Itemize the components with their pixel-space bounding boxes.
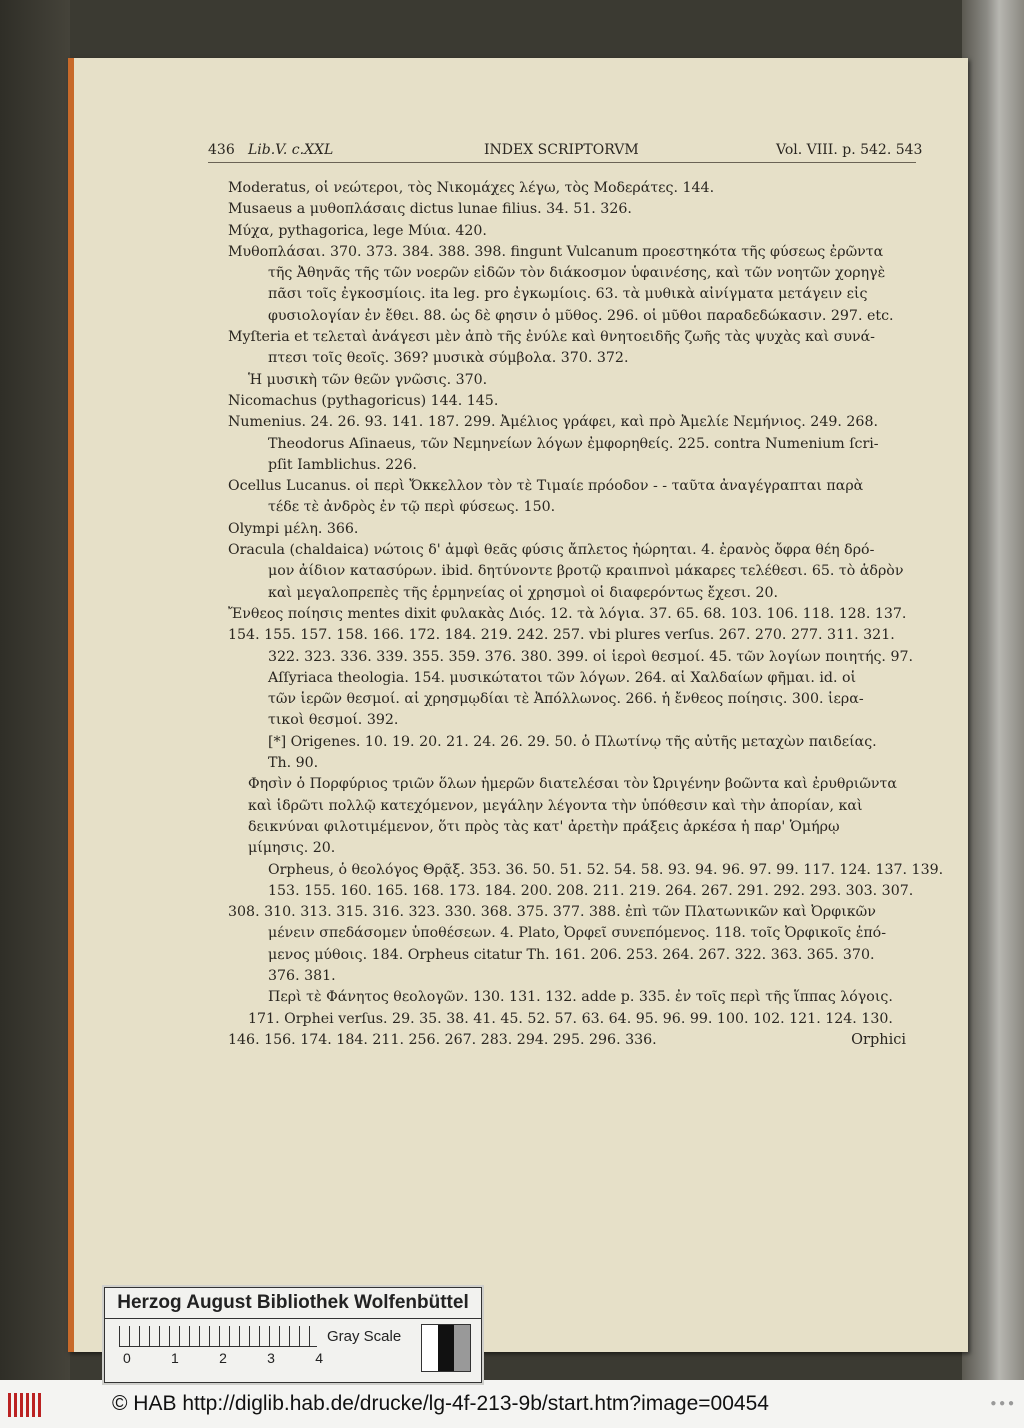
index-line: τέδε τὲ ἀνδρὸς ἐν τῷ περὶ φύσεως. 150. [268, 499, 556, 516]
hab-logo-icon [8, 1393, 44, 1417]
header-rule [208, 162, 916, 163]
index-line: μένειν σπεδάσομεν ὑποθέσεων. 4. Plato, Ὀρφεῖ συνεπόμενος. 118. τοῖς Ὀρφικοῖς ἑπό- [268, 925, 886, 942]
index-line: πτεσι τοῖς θεοῖς. 369? μυσικὰ σύμβολα. 370. 372. [268, 350, 629, 367]
scale-label: Gray Scale [327, 1328, 402, 1345]
index-line: Orpheus, ὁ θεολόγος Θρᾷξ. 353. 36. 50. 51. 52. 54. 58. 93. 94. 96. 97. 99. 117. 124. 137. 139. [268, 861, 944, 878]
tick-2: 2 [219, 1350, 227, 1366]
index-line: Musaeus a μυθοπλάσαις dictus lunae filius. 34. 51. 326. [228, 201, 632, 218]
index-line: 154. 155. 157. 158. 166. 172. 184. 219. 242. 257. vbi plures verſus. 267. 270. 277. 311. 321. [228, 627, 895, 644]
index-line: Numenius. 24. 26. 93. 141. 187. 299. Ἀμέλιος γράφει, καὶ πρὸ Ἀμελίε Νεμήνιος. 249. 268. [228, 414, 878, 431]
background-left [0, 0, 70, 1380]
index-line: Oracula (chaldaica) νώτοις δ' ἀμφὶ θεᾶς φύσις ἄπλετος ἠώρηται. 4. ἐρανὸς ὄφρα θέη δρό- [228, 542, 875, 559]
library-name: Herzog August Bibliothek Wolfenbüttel [105, 1288, 481, 1319]
index-line: μενος μύθοις. 184. Orpheus citatur Th. 161. 206. 253. 264. 267. 322. 363. 365. 370. [268, 946, 875, 963]
index-line: 308. 310. 313. 315. 316. 323. 330. 368. 375. 377. 388. ἐπὶ τῶν Πλατωνικῶν καὶ Ὀρφικῶν [228, 904, 876, 921]
index-text-block [228, 178, 944, 1051]
footer-dots-icon: ● ● ● [990, 1398, 1014, 1409]
tick-4: 4 [315, 1350, 323, 1366]
background-right-page-edge [962, 0, 1024, 1380]
index-line: καὶ μεγαλοπρεπὲς τῆς ἑρμηνείας οἱ χρησμοὶ οἱ διαφερόντως ἔχεσι. 20. [268, 584, 779, 601]
index-line: φυσιολογίαν ἐν ἔθει. 88. ὡς δὲ φησιν ὁ μῦθος. 296. οἱ μῦθοι παραδεδώκασιν. 297. etc. [268, 307, 894, 324]
index-line: 146. 156. 174. 184. 211. 256. 267. 283. 294. 295. 296. 336. [228, 1031, 657, 1048]
index-line: Περὶ τὲ Φάνητος θεολογῶν. 130. 131. 132. adde p. 335. ἐν τοῖς περὶ τῆς ἵππας λόγοις. [268, 989, 893, 1006]
catchword: Orphici [851, 1032, 906, 1048]
index-line: Moderatus, οἱ νεώτεροι, τὸς Νικομάχες λέγω, τὸς Μοδεράτες. 144. [228, 180, 715, 196]
tick-0: 0 [123, 1350, 131, 1366]
index-line: τῶν ἱερῶν θεσμοί. αἱ χρησμῳδίαι τὲ Ἀπόλλωνος. 266. ἡ ἔνθεος ποίησις. 300. ἱερα- [268, 691, 864, 708]
index-line: 322. 323. 336. 339. 355. 359. 376. 380. 399. οἱ ἱεροὶ θεσμοί. 45. τῶν λογίων ποιητής. 97. [268, 648, 914, 665]
index-line: Ἡ μυσικὴ τῶν θεῶν γνῶσις. 370. [248, 371, 488, 388]
index-line: Φησὶν ὁ Πορφύριος τριῶν ὅλων ἡμερῶν διατελέσαι τὸν Ὠριγένην βοῶντα καὶ ἐρυθριῶντα [248, 776, 897, 793]
running-head-right: Vol. VIII. p. 542. 543 [776, 142, 923, 158]
index-line: τῆς Ἀθηνᾶς τῆς τῶν νοερῶν εἰδῶν τὸν διάκοσμον ὑφαινέσης, καὶ τῶν νοητῶν χορηγὲ [268, 265, 886, 282]
index-line: 376. 381. [268, 967, 336, 984]
footer-bar [0, 1380, 1024, 1428]
gray-patches [421, 1324, 471, 1372]
running-head-left: Lib.V. c.XXL [248, 142, 334, 158]
index-line: 171. Orphei verſus. 29. 35. 38. 41. 45. 52. 57. 63. 64. 95. 96. 99. 100. 102. 121. 124. 130. [248, 1010, 893, 1027]
index-line: Theodorus Aſinaeus, τῶν Νεμηνείων λόγων ἐμφορηθείς. 225. contra Numenium ſcri- [268, 435, 879, 452]
index-line: Aſſyriaca theologia. 154. μυσικώτατοι τῶν λόγων. 264. αἱ Χαλδαίων φῆμαι. id. οἱ [268, 669, 857, 686]
footer-copyright[interactable]: © HAB http://diglib.hab.de/drucke/lg-4f-213-9b/start.htm?image=00454 [112, 1392, 769, 1415]
index-line: 153. 155. 160. 165. 168. 173. 184. 200. 208. 211. 219. 264. 267. 291. 292. 293. 303. 307. [268, 882, 914, 899]
page-title: INDEX SCRIPTORVM [484, 142, 639, 158]
index-line: Th. 90. [268, 755, 319, 772]
ruler-ticks [123, 1350, 323, 1366]
page-number: 436 [208, 142, 235, 158]
index-line: Myſteria et τελεταὶ ἀνάγεσι μὲν ἀπὸ τῆς ἐνύλε καὶ θνητοειδῆς ζωῆς τὰς ψυχὰς καὶ συνά- [228, 329, 875, 346]
index-line: Μύχα, pythagorica, lege Μύια. 420. [228, 222, 487, 239]
ruler [119, 1326, 317, 1347]
index-line: Olympi μέλη. 366. [228, 520, 359, 537]
tick-1: 1 [171, 1350, 179, 1366]
index-line: Ocellus Lucanus. οἱ περὶ Ὄκκελλον τὸν τὲ Τιμαίε πρόοδον - - ταῦτα ἀναγέγραπται παρὰ [228, 478, 864, 495]
index-line: Ἔνθεος ποίησις mentes dixit φυλακὰς Διός. 12. τὰ λόγια. 37. 65. 68. 103. 106. 118. 128. 137. [228, 605, 907, 622]
index-line: καὶ ἱδρῶτι πολλῷ κατεχόμενον, μεγάλην λέγοντα τὴν ὑπόθεσιν καὶ τὴν ἀπορίαν, καὶ [248, 797, 863, 814]
index-line: Μυθοπλάσαι. 370. 373. 384. 388. 398. fingunt Vulcanum προεστηκότα τῆς φύσεως ἐρῶντα [228, 243, 884, 260]
index-line: μον ἀίδιον κατασύρων. ibid. δητύνοντε βροτῷ κραιπνοὶ μάκαρες τελέθεσι. 65. τὸ ἁδρὸν [268, 563, 904, 580]
index-line: δεικνύναι φιλοτιμέμενον, ὅτι πρὸς τὰς κατ' ἀρετὴν πράξεις ἀρκέσα ἡ παρ' Ὁμήρῳ [248, 818, 840, 835]
tick-3: 3 [267, 1350, 275, 1366]
index-line: τικοὶ θεσμοί. 392. [268, 712, 399, 729]
index-line: πᾶσι τοῖς ἐγκοσμίοις. ita leg. pro ἐγκωμίοις. 63. τὰ μυθικὰ αἰνίγματα μετάγειν εἰς [268, 286, 868, 303]
index-line: [*] Origenes. 10. 19. 20. 21. 24. 26. 29. 50. ὁ Πλωτίνῳ τῆς αὐτῆς μεταχὼν παιδείας. [268, 733, 877, 750]
index-line: μίμησις. 20. [248, 840, 336, 857]
index-line: Nicomachus (pythagoricus) 144. 145. [228, 392, 499, 409]
label-card-main [104, 1287, 482, 1383]
index-line: pſit Iamblichus. 226. [268, 456, 417, 473]
